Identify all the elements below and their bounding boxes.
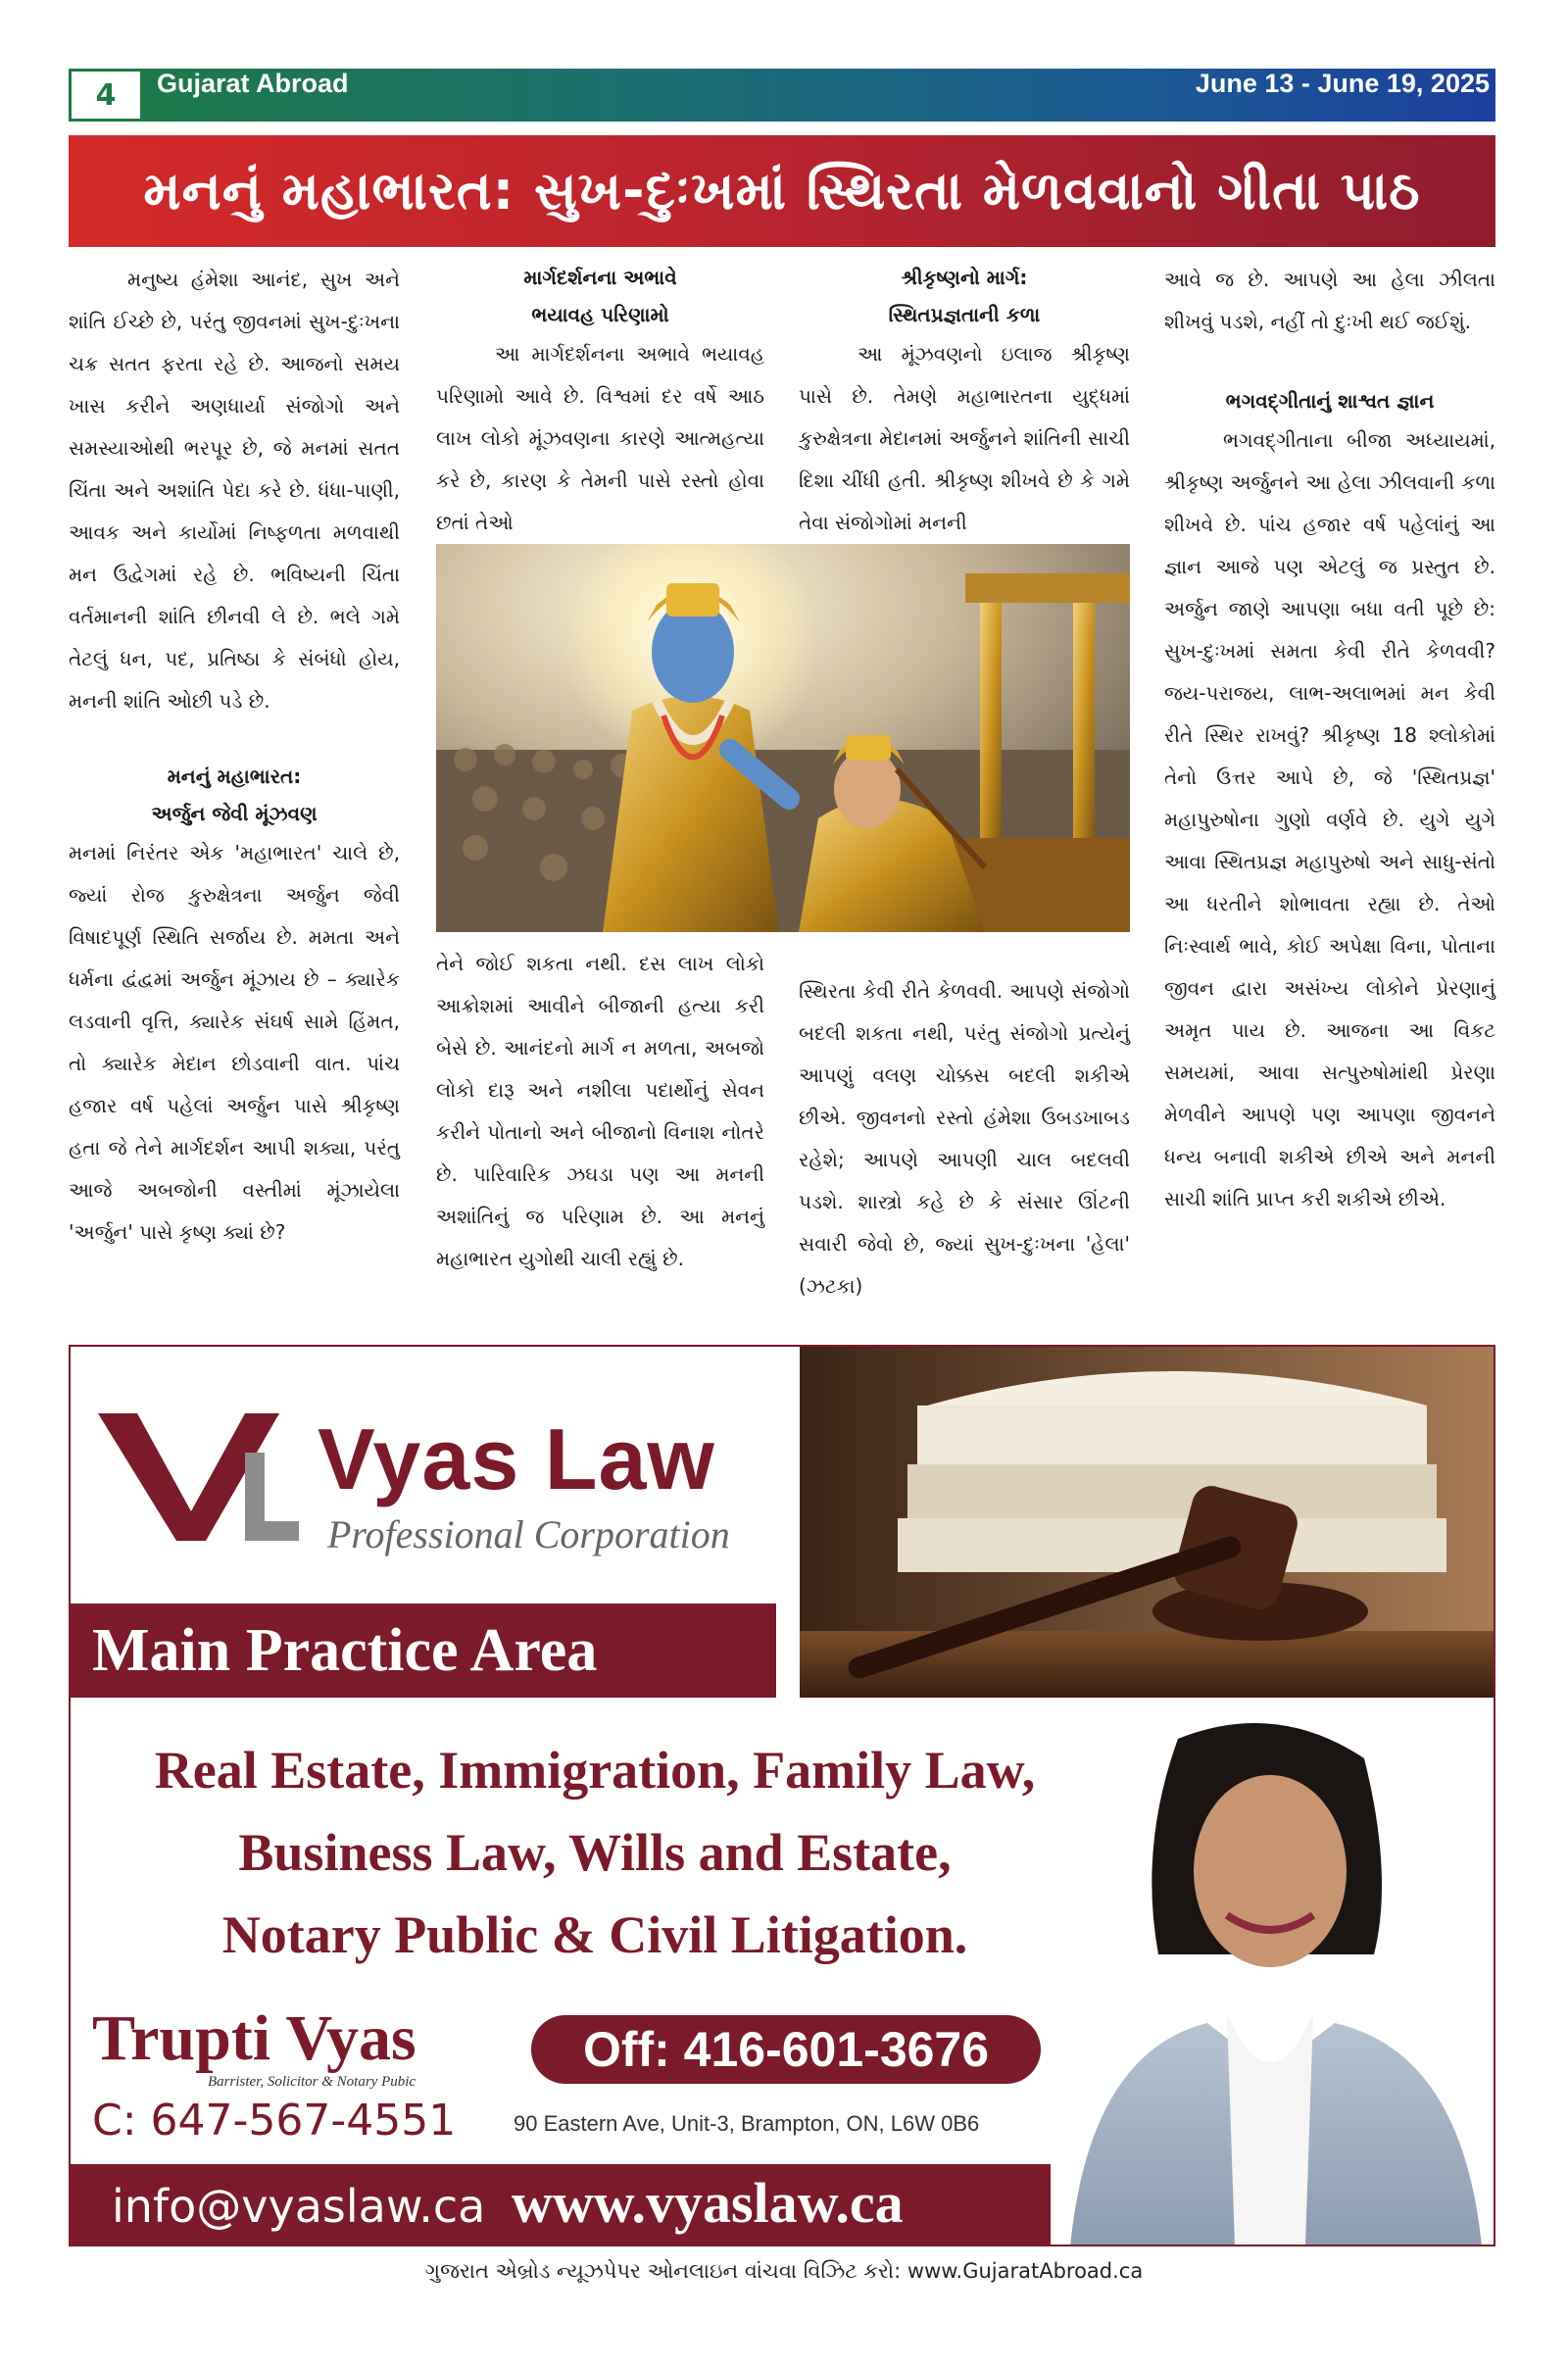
office-address: 90 Eastern Ave, Unit-3, Brampton, ON, L6W 0B6 <box>514 2111 980 2136</box>
main-practice-banner: Main Practice Area <box>71 1604 776 1698</box>
gavel-books-image <box>800 1347 1495 1698</box>
krishna-arjuna-image <box>436 544 1130 932</box>
website-link[interactable]: www.vyaslaw.ca <box>512 2171 904 2235</box>
subheading: શ્રીકૃષ્ણનો માર્ગ: <box>901 266 1028 289</box>
body-paragraph: આ મૂંઝવણનો ઇલાજ શ્રીકૃષ્ણ પાસે છે. તેમણે મહાભારતના યુદ્ધમાં કુરુક્ષેત્રના મેદાનમાં અર્જુનને શાંતિની સાચી દિશા ચીંધી હતી. શ્રીકૃષ્ણ શીખવે છે કે ગમે તેવા સંજોગોમાં મનની <box>799 342 1130 534</box>
practice-areas-line: Notary Public & Civil Litigation. <box>221 1905 968 1964</box>
email-link[interactable]: info@vyaslaw.ca <box>112 2180 486 2233</box>
subheading: માર્ગદર્શનના અભાવે <box>523 266 677 289</box>
article-column-1 <box>69 259 400 1254</box>
vyas-law-advertisement <box>69 1345 1495 2246</box>
body-paragraph: આ માર્ગદર્શનના અભાવે ભયાવહ પરિણામો આવે છે. વિશ્વમાં દર વર્ષે આઠ લાખ લોકો મૂંઝવણના કારણે આત્મહત્યા કરે છે, કારણ કે તેમની પાસે રસ્તો હોવા છતાં તેઓ <box>436 342 764 534</box>
subheading: મનનું મહાભારત: <box>167 765 302 788</box>
body-paragraph: ભગવદ્ગીતાના બીજા અધ્યાયમાં, શ્રીકૃષ્ણ અર્જુનને આ હેલા ઝીલવાની કળા શીખવે છે. પાંચ હજાર વર્ષ પહેલાંનું આ જ્ઞાન આજે પણ એટલું જ પ્રસ્તુત છે. અર્જુન જાણે આપણા બધા વતી પૂછે છે: સુખ-દુઃખમાં સમતા કેવી રીતે કેળવવી? જય-પરાજય, લાભ-અલાભમાં મન કેવી રીતે સ્થિર રાખવું? શ્રીકૃષ્ણ 18 શ્લોકોમાં તેનો ઉત્તર આપે છે, જે 'સ્થિતપ્રજ્ઞ' મહાપુરુષોના ગુણો વર્ણવે છે. યુગે યુગે આવા સ્થિતપ્રજ્ઞ મહાપુરુષો અને સાધુ-સંતો આ ધરતીને શોભાવતા રહ્યા છે. તેઓ નિઃસ્વાર્થ ભાવે, કોઈ અપેક્ષા વિના, પોતાના જીવન દ્વારા અસંખ્ય લોકોને પ્રેરણાનું અમૃત પાય છે. આજના આ વિકટ સમયમાં, આવા સત્પુરુષોમાંથી પ્રેરણા મેળવીને આપણે પણ આપણા જીવનને ધન્ય બનાવી શકીએ છીએ અને મનની સાચી શાંતિ પ્રાપ્ત કરી શકીએ છીએ. <box>1164 428 1495 1210</box>
logo-subtitle: Professional Corporation <box>327 1512 730 1556</box>
office-phone-link[interactable]: Off: 416-601-3676 <box>531 2015 1041 2084</box>
cell-phone-link[interactable]: C: 647-567-4551 <box>92 2096 457 2146</box>
article-column-3 <box>799 259 1130 544</box>
body-paragraph: આવે જ છે. આપણે આ હેલા ઝીલતા શીખવું પડશે, નહીં તો દુઃખી થઈ જઈશું. <box>1164 268 1495 333</box>
subheading: સ્થિતપ્રજ્ઞતાની કળા <box>888 303 1041 326</box>
publication-name: Gujarat Abroad <box>157 69 349 98</box>
article-column-2 <box>436 259 764 544</box>
body-paragraph: તેને જોઈ શકતા નથી. દસ લાખ લોકો આક્રોશમાં આવીને બીજાની હત્યા કરી બેસે છે. આનંદનો માર્ગ ન મળતા, અબજો લોકો દારૂ અને નશીલા પદાર્થોનું સેવન કરીને પોતાનો અને બીજાનો વિનાશ નોતરે છે. પારિવારિક ઝઘડા પણ આ મનની અશાંતિનું જ પરિણામ છે. આ મનનું મહાભારત યુગોથી ચાલી રહ્યું છે. <box>436 952 764 1270</box>
practice-areas <box>71 1729 1119 1976</box>
subheading: ભગવદ્ગીતાનું શાશ્વત જ્ઞાન <box>1225 389 1435 413</box>
practice-areas-line: Real Estate, Immigration, Family Law, <box>154 1741 1036 1800</box>
issue-date: June 13 - June 19, 2025 <box>1195 69 1490 98</box>
intro-paragraph: મનુષ્ય હંમેશા આનંદ, સુખ અને શાંતિ ઈચ્છે છે, પરંતુ જીવનમાં સુખ-દુઃખના ચક્ર સતત ફરતા રહે છે. આજનો સમય ખાસ કરીને અણધાર્યા સંજોગો અને સમસ્યાઓથી ભરપૂર છે, જે મનમાં સતત ચિંતા અને અશાંતિ પેદા કરે છે. ધંધા-પાણી, આવક અને કાર્યોમાં નિષ્ફળતા મળવાથી મન ઉદ્વેગમાં રહે છે. ભવિષ્યની ચિંતા વર્તમાનની શાંતિ છીનવી લે છે. ભલે ગમે તેટલું ધન, પદ, પ્રતિષ્ઠા કે સંબંધો હોય, મનની શાંતિ ઓછી પડે છે. <box>69 268 400 713</box>
vyas-law-logo-icon <box>98 1413 304 1541</box>
practice-areas-line: Business Law, Wills and Estate, <box>238 1823 952 1882</box>
krishna-arjuna-illustration <box>436 544 1130 932</box>
article-column-4 <box>1164 259 1495 1220</box>
body-paragraph: મનમાં નિરંતર એક 'મહાભારત' ચાલે છે, જ્યાં રોજ કુરુક્ષેત્રના અર્જુન જેવી વિષાદપૂર્ણ સ્થિતિ સર્જાય છે. મમતા અને ધર્મના દ્વંદ્વમાં અર્જુન મૂંઝાય છે – ક્યારેક લડવાની વૃત્તિ, ક્યારેક સંઘર્ષ સામે હિંમત, તો ક્યારેક મેદાન છોડવાની વાત. પાંચ હજાર વર્ષ પહેલાં અર્જુન પાસે શ્રીકૃષ્ણ હતા જે તેને માર્ગદર્શન આપી શક્યા, પરંતુ આજે અબજોની વસ્તીમાં મૂંઝાયેલા 'અર્જુન' પાસે કૃષ્ણ ક્યાં છે? <box>69 841 400 1244</box>
article-headline: મનનું મહાભારત: સુખ-દુઃખમાં સ્થિરતા મેળવવાનો ગીતા પાઠ <box>69 135 1495 247</box>
article-column-2-continued <box>436 943 764 1280</box>
attorney-name: Trupti Vyas <box>92 2002 416 2074</box>
attorney-portrait <box>1051 1700 1495 2246</box>
footer-website-note: ગુજરાત એબ્રોડ ન્યૂઝપેપર ઓનલાઇન વાંચવા વિઝિટ કરો: www.GujaratAbroad.ca <box>424 2259 1144 2283</box>
logo-title: Vyas Law <box>318 1410 715 1507</box>
subheading: ભયાવહ પરિણામો <box>531 303 669 326</box>
subheading: અર્જુન જેવી મૂંઝવણ <box>151 802 318 825</box>
attorney-title: Barrister, Solicitor & Notary Pubic <box>208 2074 416 2090</box>
article-column-3-continued <box>799 970 1130 1308</box>
page-number: 4 <box>69 69 143 122</box>
body-paragraph: સ્થિરતા કેવી રીતે કેળવવી. આપણે સંજોગો બદલી શકતા નથી, પરંતુ સંજોગો પ્રત્યેનું આપણું વલણ ચોક્કસ બદલી શકીએ છીએ. જીવનનો રસ્તો હંમેશા ઉબડખાબડ રહેશે; આપણે આપણી ચાલ બદલવી પડશે. શાસ્ત્રો કહે છે કે સંસાર ઊંટની સવારી જેવો છે, જ્યાં સુખ-દુઃખના 'હેલા' (ઝટકા) <box>799 979 1130 1298</box>
